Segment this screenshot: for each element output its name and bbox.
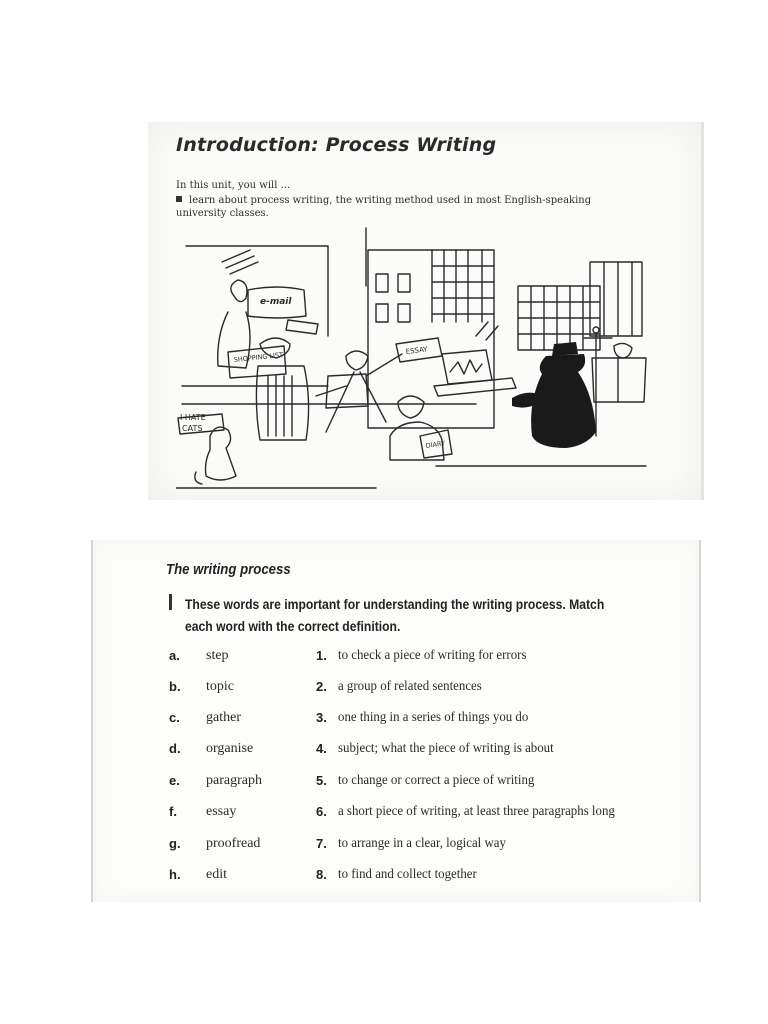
term-word: topic [206, 679, 234, 694]
term-label: h. [169, 867, 181, 882]
definition-number: 5. [316, 773, 327, 788]
intro-bullet-text: learn about process writing, the writing method used in most English-speaking university classes. [176, 195, 592, 219]
definition-text: to find and collect together [338, 867, 477, 882]
definition-number: 8. [316, 867, 327, 882]
definition-number: 1. [316, 648, 327, 663]
term-word: step [206, 648, 229, 663]
match-row [93, 773, 699, 795]
email-sign-text: e-mail [260, 297, 292, 307]
definition-text: to check a piece of writing for errors [338, 648, 527, 663]
definition-text: a group of related sentences [338, 679, 482, 694]
match-row [93, 804, 699, 826]
match-row [93, 679, 699, 701]
exercise-number-marker [169, 594, 172, 610]
term-label: f. [169, 804, 177, 819]
definition-text: subject; what the piece of writing is about [338, 741, 554, 756]
definition-text: to change or correct a piece of writing [338, 773, 535, 788]
match-row [93, 710, 699, 732]
term-word: essay [206, 804, 237, 819]
office-cartoon-illustration [176, 226, 648, 496]
definition-number: 4. [316, 741, 327, 756]
definition-text: a short piece of writing, at least three paragraphs long [338, 804, 615, 819]
definition-text: to arrange in a clear, logical way [338, 836, 506, 851]
term-word: edit [206, 867, 227, 882]
term-word: proofread [206, 836, 261, 851]
definition-number: 6. [316, 804, 327, 819]
section-title: The writing process [166, 561, 291, 578]
definition-text: one thing in a series of things you do [338, 710, 529, 725]
match-row [93, 648, 699, 670]
term-label: c. [169, 710, 180, 725]
definition-number: 2. [316, 679, 327, 694]
exercise-instructions: These words are important for understanding the writing process. Match each word with the correct definition. [185, 597, 605, 634]
square-bullet-icon [176, 196, 182, 202]
term-word: organise [206, 741, 254, 756]
intro-line: In this unit, you will ... [176, 180, 291, 191]
match-row [93, 867, 699, 889]
term-label: g. [169, 836, 181, 851]
hate-cats-sign-line1: I HATE [180, 413, 206, 422]
term-label: a. [169, 648, 180, 663]
intro-bullet [176, 194, 626, 220]
term-label: d. [169, 741, 181, 756]
term-word: gather [206, 710, 241, 725]
term-word: paragraph [206, 773, 262, 788]
term-label: e. [169, 773, 180, 788]
match-row [93, 741, 699, 763]
essay-sign-text: ESSAY [405, 345, 429, 356]
term-label: b. [169, 679, 181, 694]
definition-number: 7. [316, 836, 327, 851]
diary-sign-text: DIARY [425, 439, 446, 450]
shopping-list-sign-text: SHOPPING LIST [233, 350, 284, 364]
writing-process-panel [91, 540, 701, 902]
hate-cats-sign-line2: CATS [182, 424, 203, 433]
intro-title: Introduction: Process Writing [176, 134, 497, 156]
definition-number: 3. [316, 710, 327, 725]
match-row [93, 836, 699, 858]
intro-panel [148, 122, 704, 500]
